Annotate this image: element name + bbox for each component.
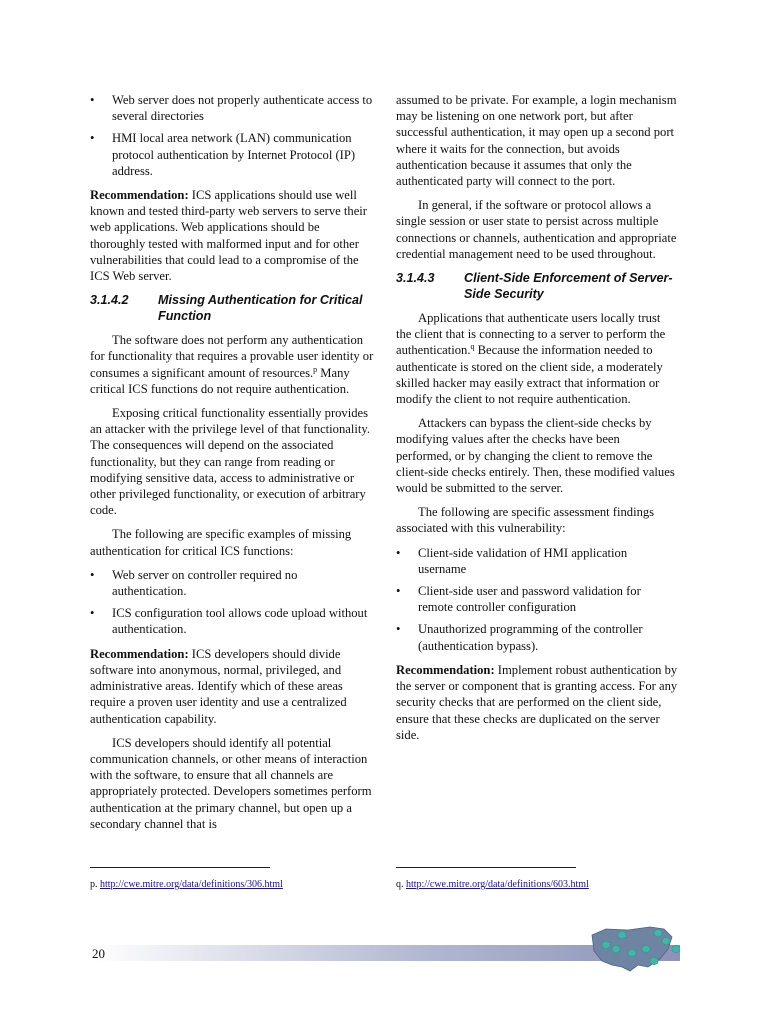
body-paragraph: The software does not perform any authentication for functionality that requires a provable user identity or consumes a significant amount of resources.$^p$ Many critical ICS functions do not require authentication.: [90, 333, 374, 396]
footnote-rule: [396, 867, 576, 868]
recommendation-paragraph: Recommendation: ICS applications should use well known and tested third-party web servers to serve their web applications. Web applications should be thoroughly tested with malformed input and for other vulnerabilities that could lead to a compromise of the ICS Web server.: [90, 188, 367, 284]
footnote-label: p.: [90, 879, 98, 890]
bullet-glyph: •: [90, 606, 95, 621]
bullet-glyph: •: [90, 93, 95, 107]
recommendation-paragraph: Recommendation: ICS developers should divide software into anonymous, normal, privileged, and administrative areas. Identify which of these areas require a proven user identity and use a centralized authentication capability.: [90, 646, 347, 726]
section-heading: [90, 292, 374, 324]
footnote-q: [396, 879, 589, 890]
list-item: • Web server on controller required no authentication.: [90, 567, 298, 599]
recommendation-paragraph: Recommendation: Implement robust authentication by the server or component that is granting access. For any security checks that are performed on the client side, ensure that these checks are duplicated on the server side.: [396, 662, 678, 742]
right-column: [396, 92, 678, 751]
footnote-link[interactable]: http://cwe.mitre.org/data/definitions/306.html: [100, 879, 283, 890]
body-paragraph: In general, if the software or protocol allows a single session or user state to persist across multiple connections or channels, authentication and appropriate credential management need to be used throughout.: [396, 198, 677, 261]
recommendation-label: Recommendation:: [90, 188, 189, 203]
recommendation-label: Recommendation:: [90, 646, 189, 661]
body-paragraph: The following are specific assessment findings associated with this vulnerability:: [396, 505, 655, 536]
footnote-link[interactable]: http://cwe.mitre.org/data/definitions/603.html: [406, 879, 589, 890]
list-item: • ICS configuration tool allows code upload without authentication.: [90, 606, 368, 637]
list-item: • Client-side validation of HMI application username: [396, 545, 628, 576]
bullet-list: [90, 567, 374, 638]
bullet-glyph: •: [396, 622, 401, 637]
section-title: Client-Side Enforcement of Server-Side Security: [464, 271, 673, 302]
list-item: • Unauthorized programming of the controller (authentication bypass).: [396, 622, 643, 653]
footnote-ref: q: [470, 342, 475, 352]
list-item: • Client-side user and password validation for remote controller configuration: [396, 584, 641, 615]
us-map-hexagon-icon: [588, 921, 680, 979]
bullet-glyph: •: [90, 131, 95, 146]
bullet-glyph: •: [396, 545, 401, 560]
body-paragraph: Applications that authenticate users locally trust the client that is connecting to a server to perform the authentication.$^q$ Because the information needed to authenticate is stored on the client side, a moderately skilled hacker may easily extract that information or modify the client to not require authentication.: [396, 311, 666, 407]
recommendation-label: Recommendation:: [396, 662, 495, 677]
body-paragraph: The following are specific examples of missing authentication for critical ICS functions:: [90, 527, 352, 558]
bullet-list: [396, 545, 678, 654]
footnote-label: q.: [396, 879, 404, 890]
list-item: • HMI local area network (LAN) communication protocol authentication by Internet Protocol (IP) address.: [90, 131, 356, 178]
bullet-glyph: •: [396, 584, 401, 599]
body-paragraph: Exposing critical functionality essentially provides an attacker with the privilege level of that functionality. The consequences will depend on the associated functionality, but they can range from reading or modifying sensitive data, access to administrative or other privileged functionality, or execution of arbitrary code.: [90, 406, 370, 518]
section-title: Missing Authentication for Critical Function: [158, 293, 363, 324]
section-heading: [396, 270, 678, 302]
body-paragraph: assumed to be private. For example, a login mechanism may be listening on one network port, but after successful authentication, it may open up a second port where it waits for the connection, but avoids authentication because it assumes that only the authenticated party will connect to the port.: [396, 93, 677, 189]
footnote-rule: [90, 867, 270, 868]
section-number: 3.1.4.3: [396, 271, 435, 286]
footnote-ref: p: [313, 364, 318, 374]
page-number: 20: [92, 946, 105, 961]
left-column: [90, 92, 374, 840]
footnote-p: [90, 879, 283, 890]
section-number: 3.1.4.2: [90, 293, 129, 308]
body-paragraph: ICS developers should identify all potential communication channels, or other means of interaction with the software, to ensure that all channels are appropriately protected. Developers sometimes perform authentication at the primary channel, but open up a secondary channel that is: [90, 735, 372, 831]
list-item: • Web server does not properly authenticate access to several directories: [90, 93, 373, 124]
body-paragraph: Attackers can bypass the client-side checks by modifying values after the checks have been performed, or by changing the client to remove the client-side checks entirely. Then, these modified values would be submitted to the server.: [396, 416, 675, 496]
bullet-glyph: •: [90, 567, 95, 582]
bullet-list: [90, 92, 374, 179]
